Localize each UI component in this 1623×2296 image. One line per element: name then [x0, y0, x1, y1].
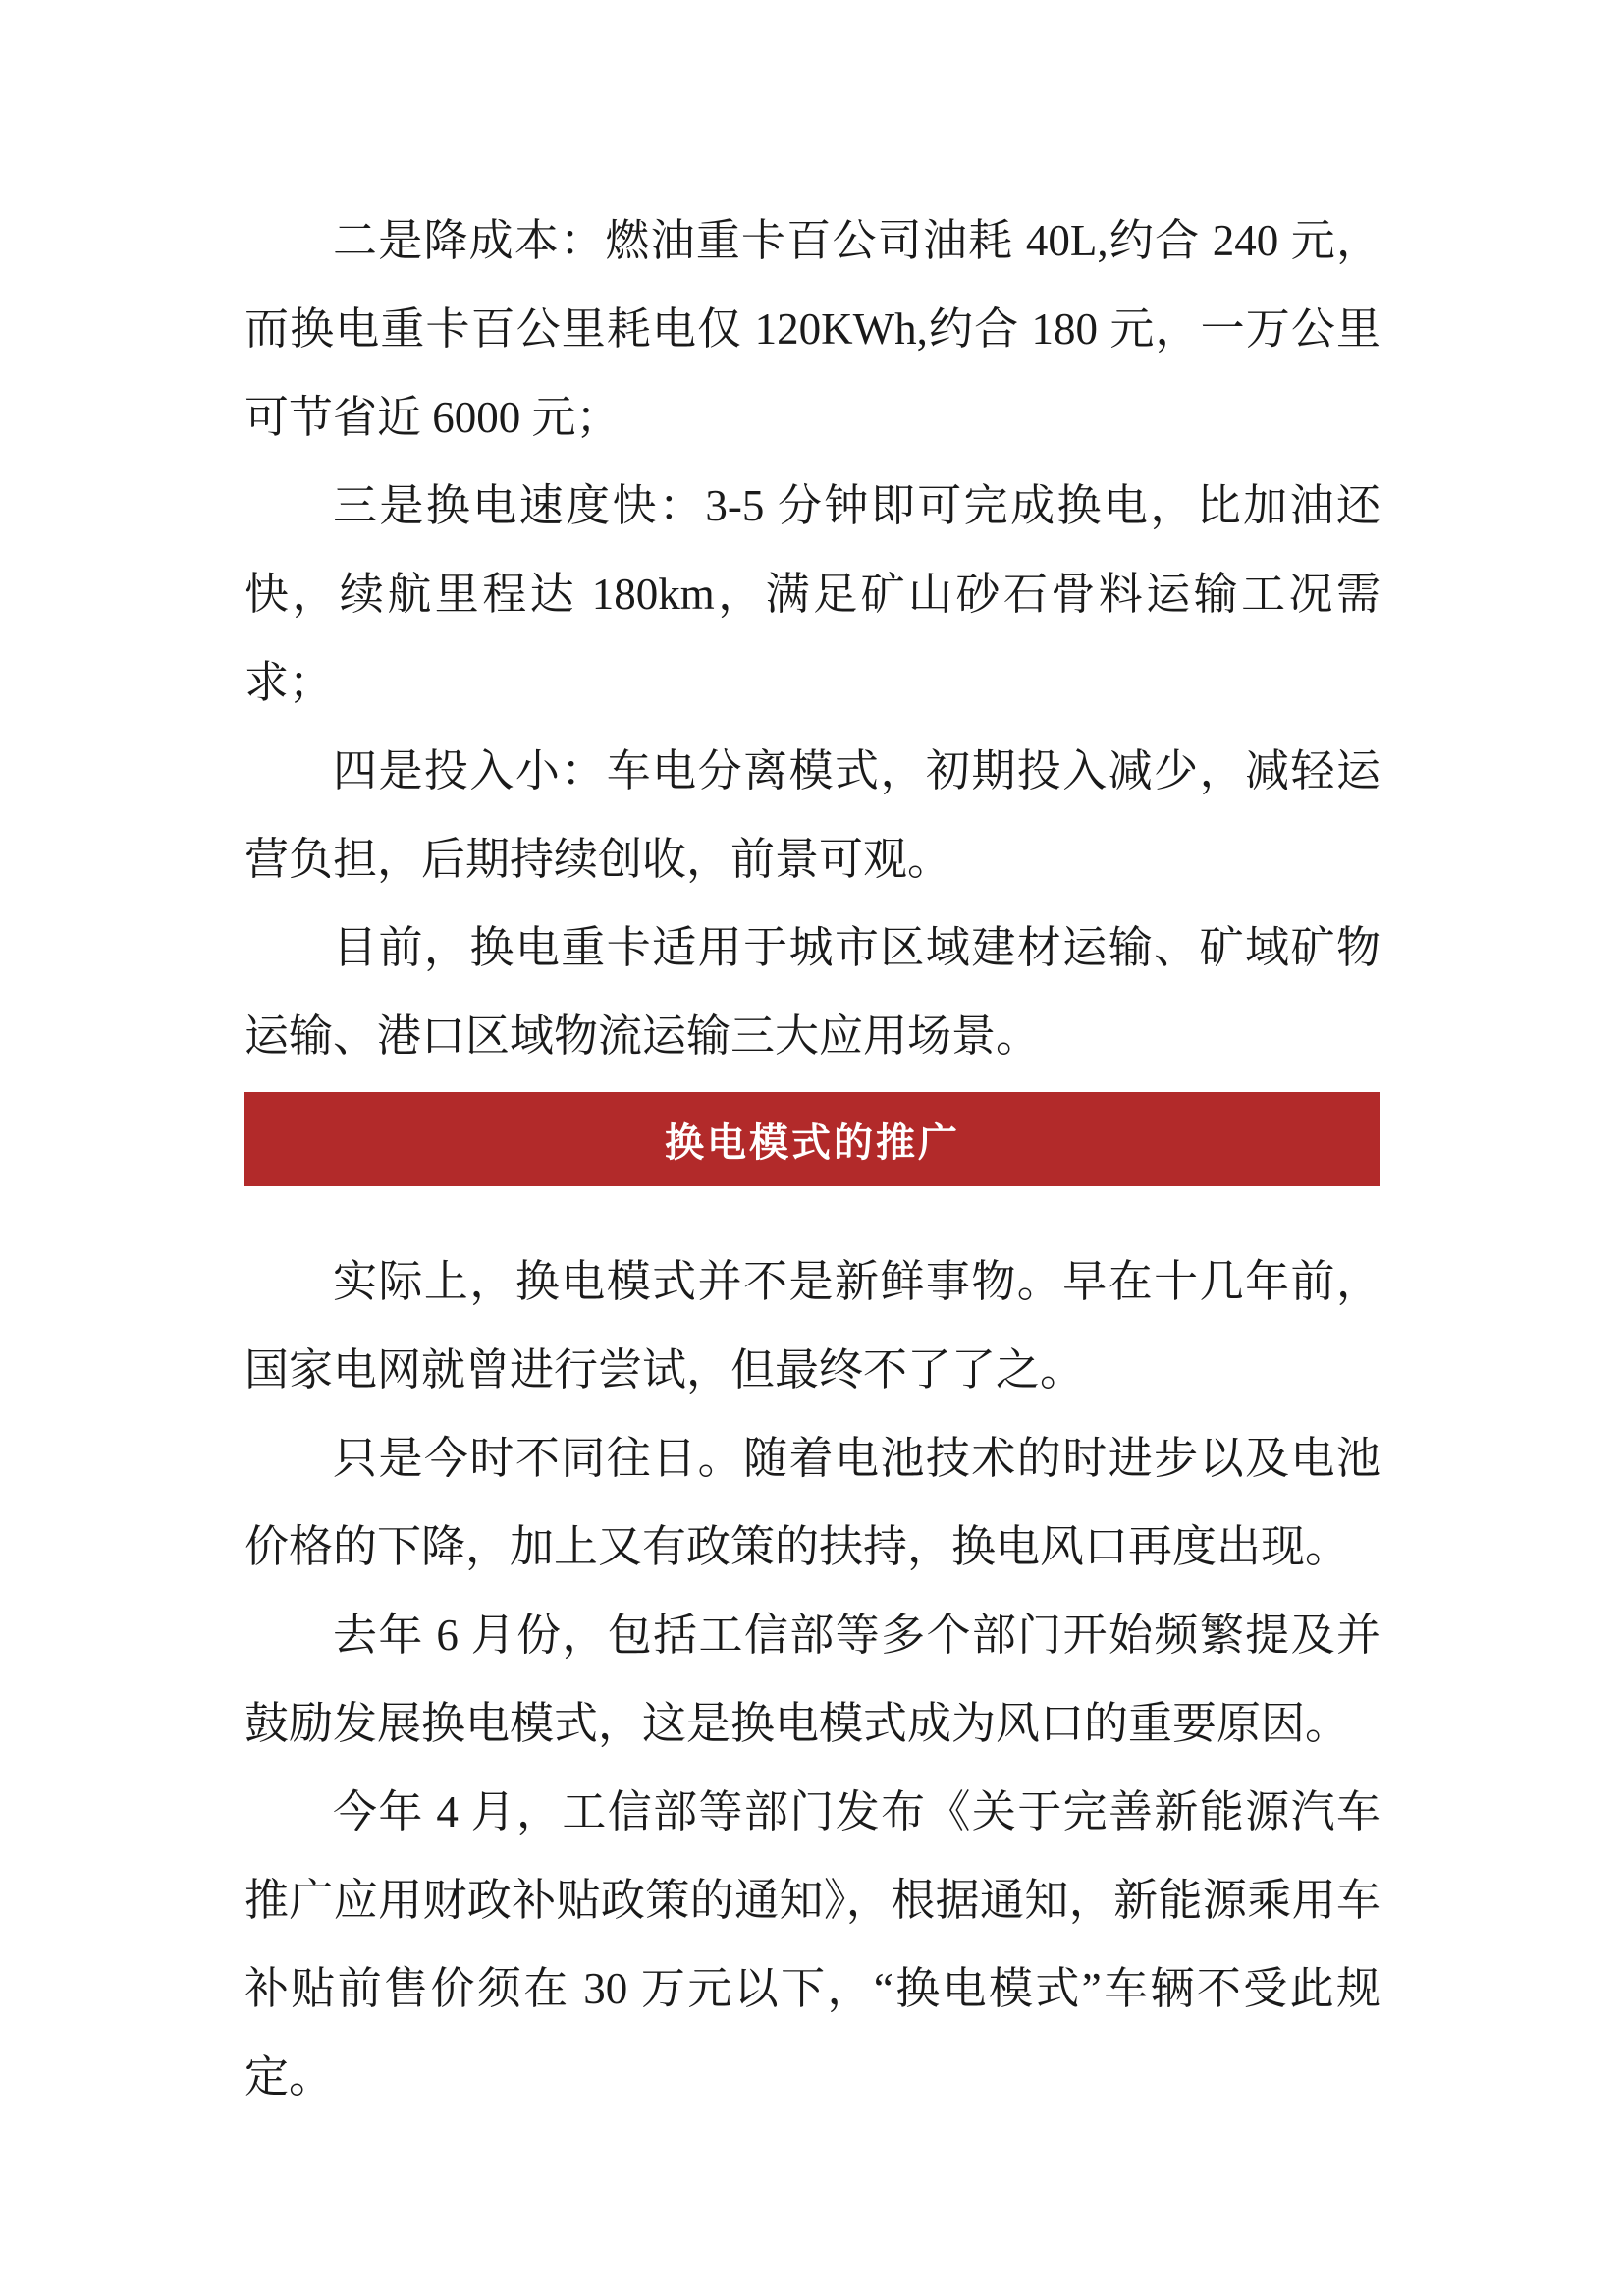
section-heading-text: 换电模式的推广: [665, 1121, 960, 1165]
paragraph-cost-reduction: 二是降成本：燃油重卡百公司油耗 40L,约合 240 元，而换电重卡百公里耗电仅 120KWh,约合 180 元，一万公里可节省近 6000 元；: [244, 216, 1380, 442]
paragraph-subsidy-notice: 今年 4 月，工信部等部门发布《关于完善新能源汽车推广应用财政补贴政策的通知》，根据通知，新能源乘用车补贴前售价须在 30 万元以下，“换电模式”车辆不受此规定。: [244, 1787, 1380, 2102]
paragraph-changed-times: 只是今时不同往日。随着电池技术的时进步以及电池价格的下降，加上又有政策的扶持，换电风口再度出现。: [244, 1434, 1380, 1571]
section-heading-banner: [244, 1092, 1380, 1186]
paragraph-low-investment: 四是投入小：车电分离模式，初期投入减少，减轻运营负担，后期持续创收，前景可观。: [244, 746, 1380, 884]
paragraph-swap-history: 实际上，换电模式并不是新鲜事物。早在十几年前，国家电网就曾进行尝试，但最终不了了之。: [244, 1257, 1380, 1394]
paragraph-policy-mentions: 去年 6 月份，包括工信部等多个部门开始频繁提及并鼓励发展换电模式，这是换电模式成为风口的重要原因。: [244, 1611, 1380, 1748]
paragraph-application-scenarios: 目前，换电重卡适用于城市区域建材运输、矿域矿物运输、港口区域物流运输三大应用场景。: [244, 923, 1380, 1061]
document-content: [244, 196, 1380, 2121]
paragraph-swap-speed: 三是换电速度快：3-5 分钟即可完成换电，比加油还快，续航里程达 180km，满足矿山砂石骨料运输工况需求；: [244, 481, 1380, 707]
